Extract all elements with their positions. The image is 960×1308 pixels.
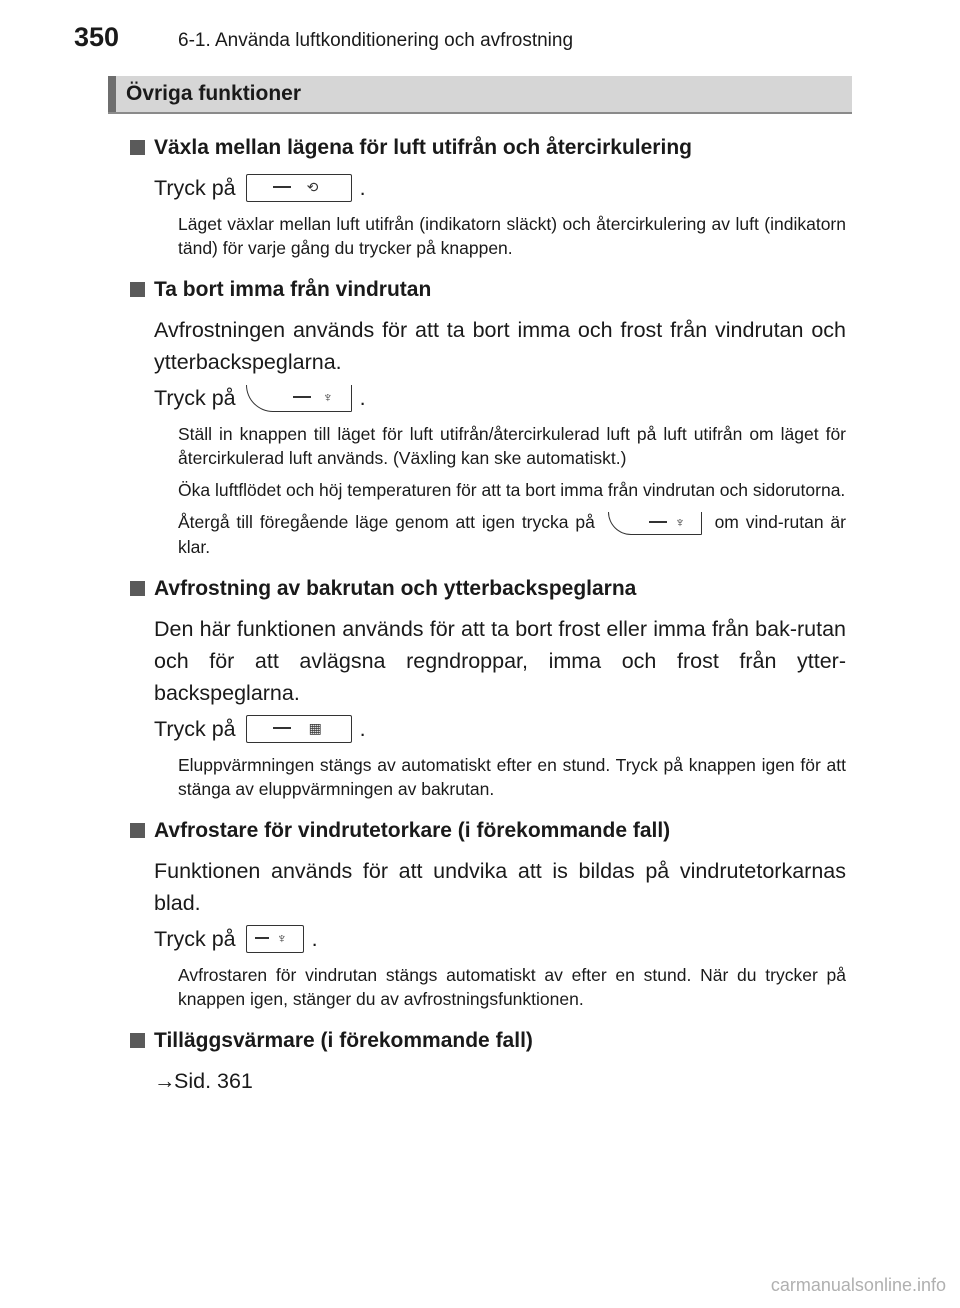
recirculation-button-icon: ⟲ — [246, 174, 352, 202]
page-reference — [130, 1065, 846, 1097]
heading-wiper: Avfrostare för vindrutetorkare (i förekommande fall) — [130, 817, 846, 845]
body-rear: Den här funktionen används för att ta bort frost eller imma från bak-rutan och för att avlägsna regndroppar, imma och frost från ytter-backspeglarna. — [154, 616, 846, 705]
note-windshield-1: Ställ in knappen till läget för luft utifrån/återcirkulerad luft på luft utifrån om läget för återcirkulerad luft används. (Växling kan ske automatiskt.) — [178, 424, 846, 468]
page-number: 350 — [74, 22, 120, 52]
note-windshield-3: Återgå till föregående läge genom att igen trycka på ♆ om vind-rutan är klar. — [178, 512, 846, 557]
arrow-right-icon: → — [154, 1068, 176, 1093]
bullet-square-icon — [130, 1033, 145, 1048]
heading-rear: Avfrostning av bakrutan och ytterbackspeglarna — [130, 575, 846, 603]
body-wiper: Funktionen används för att undvika att is bildas på vindrutetorkarnas blad. — [154, 858, 846, 915]
section-accent — [108, 76, 116, 112]
section-bar — [108, 76, 852, 114]
body-windshield: Avfrostningen används för att ta bort imma och frost från vindrutan och ytterbackspeglarna. — [154, 318, 846, 374]
press-line-recirc: Tryck på ⟲ . — [154, 176, 366, 200]
rear-defogger-button-icon: ▦ — [246, 715, 352, 743]
watermark: carmanualsonline.info — [770, 1275, 946, 1295]
windshield-defrost-button-icon: ♆ — [246, 385, 352, 412]
bullet-square-icon — [130, 282, 145, 297]
windshield-defrost-inline-icon: ♆ — [608, 512, 702, 535]
bullet-square-icon — [130, 581, 145, 596]
page-header — [74, 22, 874, 58]
heading-heater: Tilläggsvärmare (i förekommande fall) — [130, 1027, 846, 1055]
page-reference-link[interactable]: Sid. 361 — [174, 1068, 253, 1093]
note-recirc: Läget växlar mellan luft utifrån (indikatorn släckt) och återcirkulering av luft (indikatorn tänd) för varje gång du trycker på knappen. — [178, 214, 846, 258]
press-line-windshield: Tryck på ♆ . — [154, 386, 366, 410]
content — [130, 118, 846, 1097]
press-line-wiper: Tryck på ♆ . — [154, 926, 318, 951]
heading-recirc: Växla mellan lägena för luft utifrån och återcirkulering — [130, 134, 846, 162]
bullet-square-icon — [130, 823, 145, 838]
note-rear: Eluppvärmningen stängs av automatiskt efter en stund. Tryck på knappen igen för att stänga av eluppvärmningen av bakrutan. — [178, 754, 846, 799]
wiper-deicer-button-icon: ♆ — [246, 925, 304, 953]
bullet-square-icon — [130, 140, 145, 155]
chapter-title: 6-1. Använda luftkonditionering och avfrostning — [178, 30, 574, 51]
note-windshield-2: Öka luftflödet och höj temperaturen för att ta bort imma från vindrutan och sidorutorna. — [178, 480, 846, 500]
heading-windshield: Ta bort imma från vindrutan — [130, 276, 846, 304]
note-wiper: Avfrostaren för vindrutan stängs automatiskt av efter en stund. När du trycker på knappen igen, stänger du av avfrostningsfunktionen. — [178, 964, 846, 1009]
press-line-rear: Tryck på ▦ . — [154, 716, 366, 741]
section-title: Övriga funktioner — [126, 82, 302, 105]
